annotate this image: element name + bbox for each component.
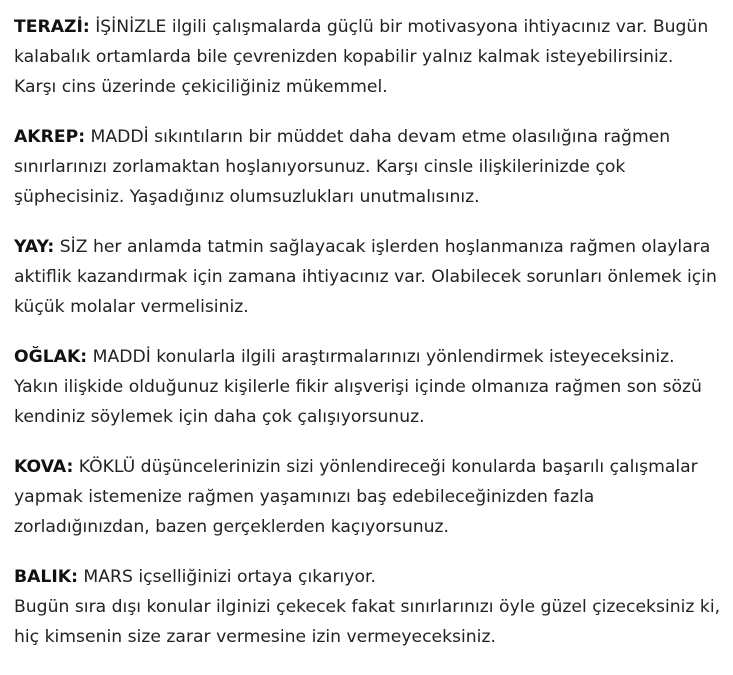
sign-label-balik: BALIK: (14, 567, 78, 587)
sign-label-oglak: OĞLAK: (14, 347, 88, 367)
entry-line: şüphecisiniz. Yaşadığınız olumsuzlukları unutmalısınız. (14, 187, 480, 207)
entry-text: SİZ her anlamda tatmin sağlayacak işlerden hoşlanmanıza rağmen olaylara (54, 237, 711, 257)
entry-line: sınırlarınızı zorlamaktan hoşlanıyorsunuz. Karşı cinsle ilişkilerinizde çok (14, 157, 626, 177)
horoscope-entry-oglak (14, 342, 723, 432)
horoscope-entry-yay (14, 232, 723, 322)
sign-label-akrep: AKREP: (14, 127, 86, 147)
horoscope-entry-balik (14, 562, 723, 652)
entry-text: MADDİ konularla ilgili araştırmalarınızı yönlendirmek isteyeceksiniz. (87, 347, 675, 367)
entry-line: kendiniz söylemek için daha çok çalışıyorsunuz. (14, 407, 425, 427)
entry-line: Karşı cins üzerinde çekiciliğiniz mükemmel. (14, 77, 388, 97)
entry-line (14, 12, 723, 42)
horoscope-entry-kova (14, 452, 723, 542)
entry-text: İŞİNİZLE ilgili çalışmalarda güçlü bir motivasyona ihtiyacınız var. Bugün (89, 17, 709, 37)
horoscope-entry-akrep (14, 122, 723, 212)
sign-label-kova: KOVA: (14, 457, 74, 477)
entry-line: Bugün sıra dışı konular ilginizi çekecek fakat sınırlarınızı öyle güzel çizeceksiniz ki, (14, 597, 721, 617)
entry-line: zorladığınızdan, bazen gerçeklerden kaçıyorsunuz. (14, 517, 450, 537)
entry-line: yapmak istemenize rağmen yaşamınızı baş edebileceğinizden fazla (14, 487, 595, 507)
entry-line (14, 562, 723, 592)
entry-line: aktiflik kazandırmak için zamana ihtiyacınız var. Olabilecek sorunları önlemek için (14, 267, 717, 287)
entry-line (14, 342, 723, 372)
sign-label-terazi: TERAZİ: (14, 17, 90, 37)
entry-text: KÖKLÜ düşüncelerinizin sizi yönlendireceği konularda başarılı çalışmalar (73, 457, 698, 477)
entry-line: Yakın ilişkide olduğunuz kişilerle fikir alışverişi içinde olmanıza rağmen son sözü (14, 377, 702, 397)
entry-line: küçük molalar vermelisiniz. (14, 297, 249, 317)
sign-label-yay: YAY: (14, 237, 55, 257)
entry-line: kalabalık ortamlarda bile çevrenizden kopabilir yalnız kalmak isteyebilirsiniz. (14, 47, 674, 67)
entry-text: MARS içselliğinizi ortaya çıkarıyor. (77, 567, 376, 587)
horoscope-entry-terazi (14, 12, 723, 102)
entry-line (14, 122, 723, 152)
entry-line (14, 452, 723, 482)
entry-line: hiç kimsenin size zarar vermesine izin vermeyeceksiniz. (14, 627, 496, 647)
entry-text: MADDİ sıkıntıların bir müddet daha devam etme olasılığına rağmen (85, 127, 671, 147)
entry-line (14, 232, 723, 262)
